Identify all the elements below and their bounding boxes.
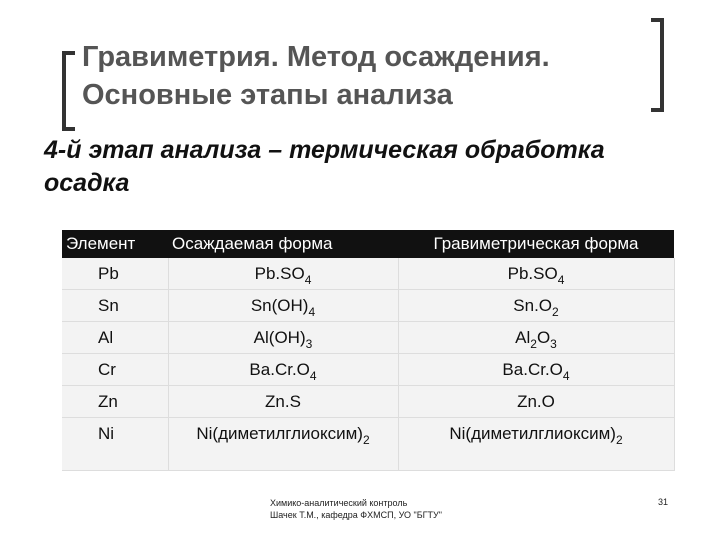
cell-precipitated: Zn.S xyxy=(168,386,398,418)
cell-precipitated: $Sn(OH)_4$ xyxy=(168,290,398,322)
cell-element: Sn xyxy=(62,290,168,322)
table-header-row xyxy=(62,230,674,258)
slide-footer xyxy=(270,497,520,521)
cell-gravimetric: $Ba.Cr.O_4$ xyxy=(398,354,674,386)
footer-line-2: Шачек Т.М., кафедра ФХМСП, УО "БГТУ" xyxy=(270,510,442,520)
table-row xyxy=(62,322,674,354)
left-bracket-decoration xyxy=(62,51,75,131)
cell-element: Pb xyxy=(62,258,168,290)
header-element: Элемент xyxy=(62,230,168,258)
precipitation-forms-table xyxy=(62,230,675,471)
cell-element: Al xyxy=(62,322,168,354)
footer-line-1: Химико-аналитический контроль xyxy=(270,498,408,508)
slide-subtitle-line-1: 4-й этап анализа – термическая обработка xyxy=(44,136,605,164)
cell-gravimetric: $Pb.SO_4$ xyxy=(398,258,674,290)
cell-gravimetric: $Sn.O_2$ xyxy=(398,290,674,322)
page-number: 31 xyxy=(658,497,669,507)
cell-precipitated: $Ba.Cr.O_4$ xyxy=(168,354,398,386)
cell-precipitated: $Pb.SO_4$ xyxy=(168,258,398,290)
slide-subtitle-line-2: осадка xyxy=(44,169,130,197)
cell-element: Cr xyxy=(62,354,168,386)
header-gravimetric-form: Гравиметрическая форма xyxy=(398,230,674,258)
slide-subtitle xyxy=(44,134,704,200)
table-row xyxy=(62,418,674,471)
table-row xyxy=(62,290,674,322)
header-precipitated-form: Осаждаемая форма xyxy=(168,230,398,258)
cell-precipitated: $Al(OH)_3$ xyxy=(168,322,398,354)
cell-gravimetric: Zn.O xyxy=(398,386,674,418)
slide-title-line-2: Основные этапы анализа xyxy=(82,79,453,111)
table-row xyxy=(62,258,674,290)
table-row xyxy=(62,354,674,386)
cell-gravimetric: $Ni(диметилглиоксим)_2$ xyxy=(398,418,674,471)
cell-precipitated: $Ni(диметилглиоксим)_2$ xyxy=(168,418,398,471)
cell-element: Ni xyxy=(62,418,168,471)
cell-element: Zn xyxy=(62,386,168,418)
table-row xyxy=(62,386,674,418)
cell-gravimetric: $Al_2O_3$ xyxy=(398,322,674,354)
right-bracket-decoration xyxy=(651,18,664,112)
slide-title-line-1: Гравиметрия. Метод осаждения. xyxy=(82,41,550,73)
slide-title xyxy=(82,38,642,114)
